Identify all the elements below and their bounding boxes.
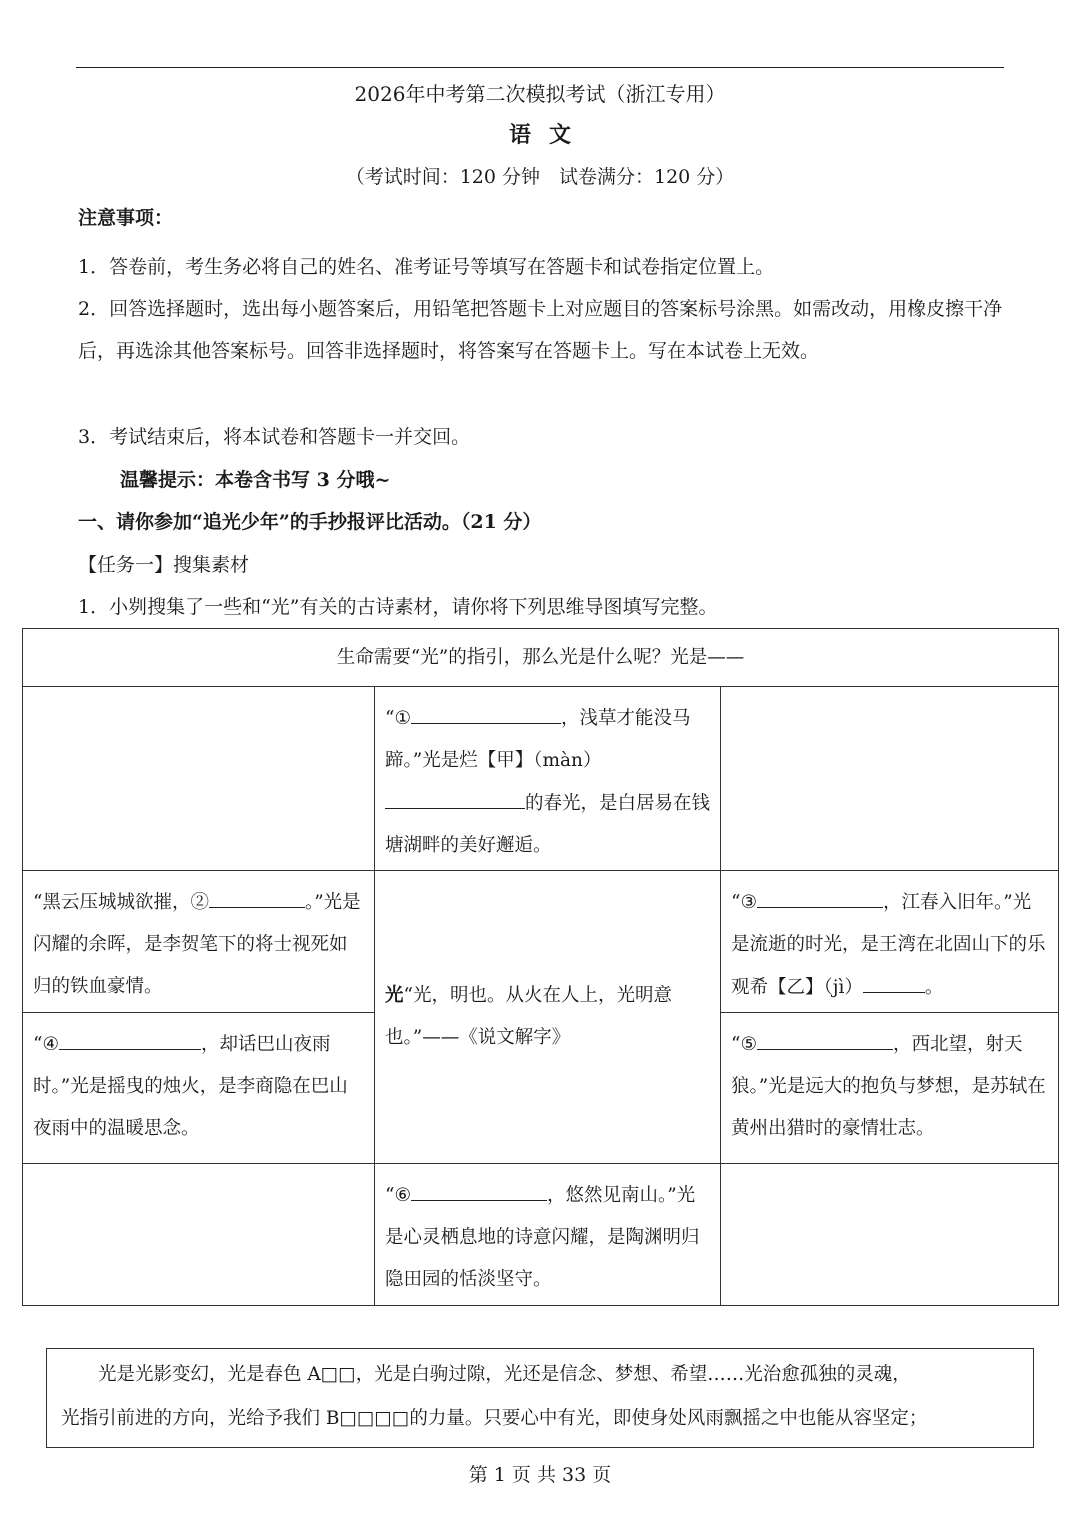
page-number: 第 1 页 共 33 页 — [468, 1464, 612, 1486]
exam-title: 2026年中考第二次模拟考试（浙江专用） — [354, 82, 726, 106]
mind-map-empty-cell — [721, 1164, 1059, 1306]
notice-item-1: 1．答卷前，考生务必将自己的姓名、准考证号等填写在答题卡和试卷指定位置上。 — [78, 256, 775, 278]
handwriting-tip: 温馨提示：本卷含书写 3 分哦~ — [120, 469, 391, 491]
notice-heading: 注意事项： — [78, 207, 174, 229]
notice-item-2: 2．回答选择题时，选出每小题答案后，用铅笔把答题卡上对应题目的答案标号涂黑。如需改动，用橡皮擦干净后，再选涂其他答案标号。回答非选择题时，将答案写在答题卡上。写在本试卷上无效。 — [78, 298, 1003, 362]
question-1: 1．小刿搜集了一些和“光”有关的古诗素材，请你将下列思维导图填写完整。 — [78, 596, 718, 618]
passage-line-2: 光指引前进的方向，光给予我们 B□□□□的力量。只要心中有光，即使身处风雨飘摇之中也能从容坚定； — [61, 1408, 928, 1429]
answer-blank-yi[interactable] — [863, 966, 925, 993]
center-label: 光 — [385, 985, 404, 1006]
answer-blank-1[interactable] — [411, 697, 561, 724]
task-1-label: 【任务一】搜集素材 — [78, 554, 250, 576]
subject-title: 语文 — [508, 122, 589, 148]
answer-blank-4[interactable] — [59, 1023, 201, 1050]
exam-time-info: （考试时间：120 分钟 试卷满分：120 分） — [345, 166, 735, 188]
mind-map-empty-cell — [23, 1164, 375, 1306]
header-rule — [76, 67, 1004, 68]
answer-blank-5[interactable] — [757, 1023, 893, 1050]
answer-blank-2[interactable] — [209, 881, 305, 908]
section-1-heading: 一、请你参加“追光少年”的手抄报评比活动。（21 分） — [78, 511, 542, 533]
mind-map-header: 生命需要“光”的指引，那么光是什么呢？光是—— — [23, 629, 1059, 687]
mind-map-cell-1: “① ，浅草才能没马蹄。”光是烂【甲】（màn） 的春光，是白居易在钱塘湖畔的美好邂逅。 — [375, 687, 721, 871]
mind-map-cell-2: “黑云压城城欲摧，② 。”光是闪耀的余晖，是李贺笔下的将士视死如归的铁血豪情。 — [23, 871, 375, 1013]
passage-box — [46, 1348, 1034, 1448]
notice-item-3: 3．考试结束后，将本试卷和答题卡一并交回。 — [78, 426, 471, 448]
mind-map-cell-5: “⑤ ，西北望，射天狼。”光是远大的抱负与梦想，是苏轼在黄州出猎时的豪情壮志。 — [721, 1013, 1059, 1164]
answer-blank-jia[interactable] — [385, 782, 525, 809]
mind-map-cell-3: “③ ，江春入旧年。”光是流逝的时光，是王湾在北固山下的乐观希【乙】（jì） 。 — [721, 871, 1059, 1013]
answer-blank-6[interactable] — [411, 1174, 547, 1201]
mind-map-empty-cell — [721, 687, 1059, 871]
mind-map-table — [22, 628, 1059, 1306]
mind-map-cell-4: “④ ，却话巴山夜雨时。”光是摇曳的烛火，是李商隐在巴山夜雨中的温暖思念。 — [23, 1013, 375, 1164]
mind-map-center — [375, 871, 721, 1164]
passage-line-1: 光是光影变幻，光是春色 A□□，光是白驹过隙，光还是信念、梦想、希望……光治愈孤独的灵魂， — [61, 1364, 911, 1385]
center-definition: “光，明也。从火在人上，光明意也。”——《说文解字》 — [385, 985, 672, 1048]
answer-blank-3[interactable] — [757, 881, 883, 908]
mind-map-empty-cell — [23, 687, 375, 871]
mind-map-cell-6: “⑥ ，悠然见南山。”光是心灵栖息地的诗意闪耀，是陶渊明归隐田园的恬淡坚守。 — [375, 1164, 721, 1306]
